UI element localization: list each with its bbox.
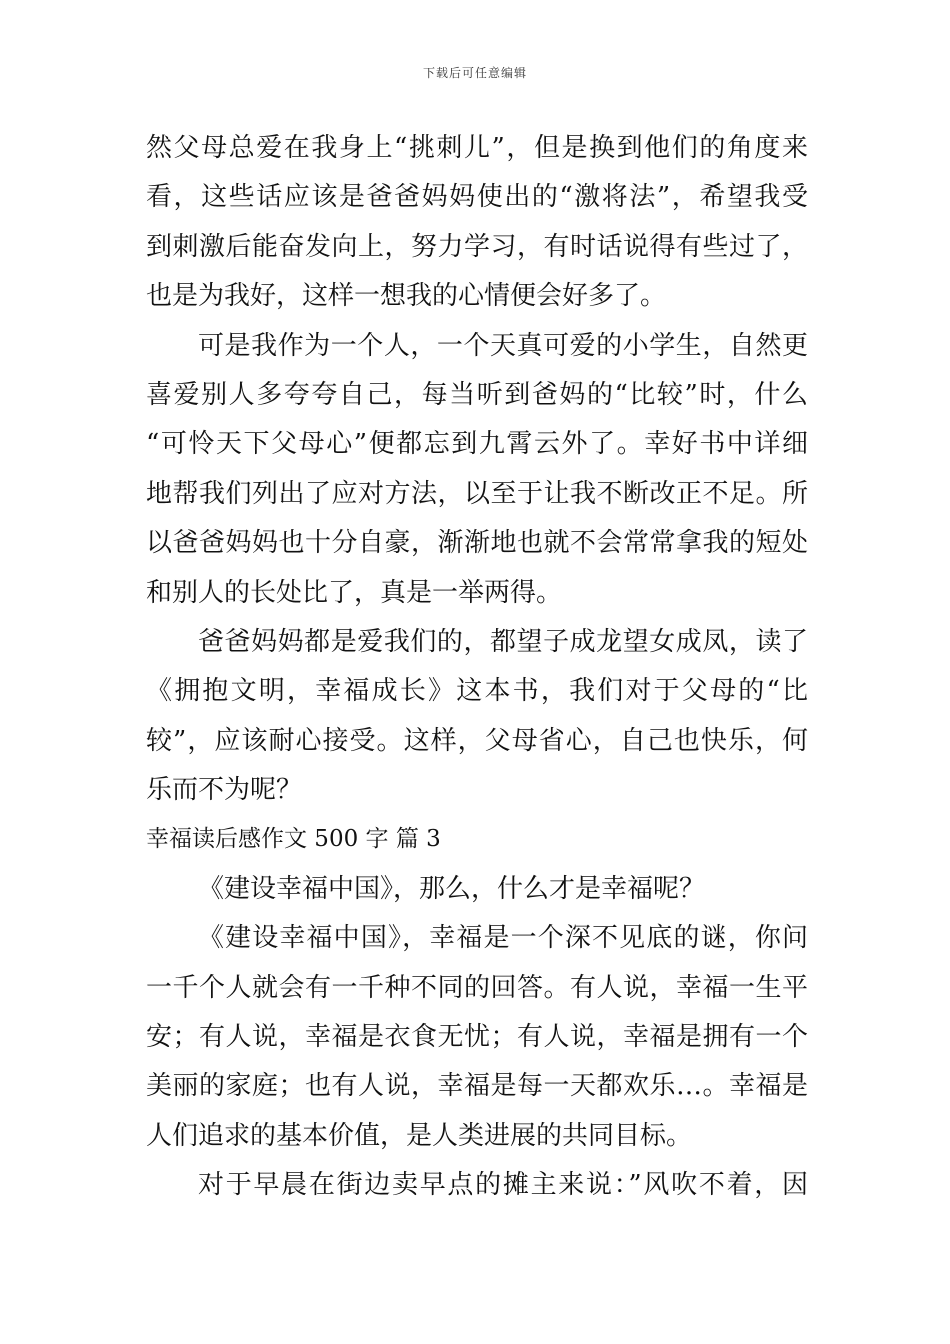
document-body xyxy=(146,124,808,1211)
text-line: 地帮我们列出了应对方法，以至于让我不断改正不足。所 xyxy=(146,478,808,509)
section-heading: 幸福读后感作文 500 字 篇 3 xyxy=(146,826,441,853)
text-line: 乐而不为呢？ xyxy=(146,775,303,806)
text-line: 较”，应该耐心接受。这样，父母省心，自己也快乐，何 xyxy=(146,725,808,756)
page-header: 下载后可任意编辑 xyxy=(422,66,527,80)
text-line: 安；有人说，幸福是衣食无忧；有人说，幸福是拥有一个 xyxy=(146,1022,808,1053)
text-line: 喜爱别人多夸夸自己，每当听到爸妈的“比较”时，什么 xyxy=(146,379,808,410)
text-line: 《拥抱文明，幸福成长》这本书，我们对于父母的“比 xyxy=(146,676,808,707)
text-line: 人们追求的基本价值，是人类进展的共同目标。 xyxy=(146,1120,693,1151)
text-line: 一千个人就会有一千种不同的回答。有人说，幸福一生平 xyxy=(146,972,808,1003)
text-line: 爸爸妈妈都是爱我们的，都望子成龙望女成凤，读了 xyxy=(198,626,808,657)
text-line: 到刺激后能奋发向上，努力学习，有时话说得有些过了， xyxy=(146,231,808,262)
text-line: 对于早晨在街边卖早点的摊主来说：”风吹不着，因 xyxy=(198,1170,808,1201)
text-line: 然父母总爱在我身上“挑刺儿”，但是换到他们的角度来 xyxy=(146,133,808,163)
text-line: 以爸爸妈妈也十分自豪，渐渐地也就不会常常拿我的短处 xyxy=(146,528,808,559)
text-line: 和别人的长处比了，真是一举两得。 xyxy=(146,577,563,608)
text-line: 美丽的家庭；也有人说，幸福是每一天都欢乐…。幸福是 xyxy=(146,1071,808,1102)
text-line: 也是为我好，这样一想我的心情便会好多了。 xyxy=(146,281,667,312)
text-line: 可是我作为一个人，一个天真可爱的小学生，自然更 xyxy=(198,330,808,361)
text-line: 《建设幸福中国》，幸福是一个深不见底的谜，你问 xyxy=(198,923,808,954)
text-line: 《建设幸福中国》，那么，什么才是幸福呢？ xyxy=(198,873,706,904)
text-line: “可怜天下父母心”便都忘到九霄云外了。幸好书中详细 xyxy=(146,429,808,460)
text-line: 看，这些话应该是爸爸妈妈使出的“激将法”，希望我受 xyxy=(146,182,808,213)
